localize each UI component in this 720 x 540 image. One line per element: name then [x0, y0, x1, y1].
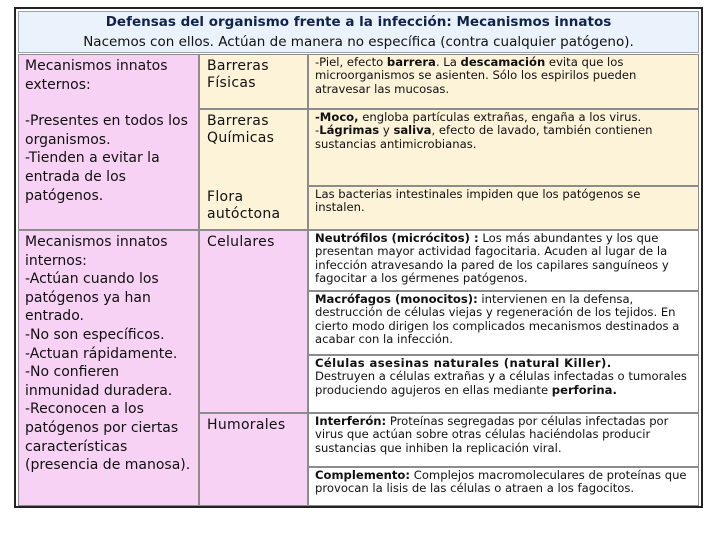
table-subtitle: Nacemos con ellos. Actúan de manera no específica (contra cualquier patógeno). — [83, 34, 634, 50]
category-celulares — [199, 230, 308, 413]
external-note-2: -Tienden a evitar la entrada de los patógenos. — [25, 150, 160, 204]
detail-interferon — [308, 413, 699, 467]
piel-text-1: , efecto — [339, 55, 387, 69]
category-label: Humorales — [207, 417, 286, 433]
detail-neutrofilos — [308, 230, 699, 291]
moco-text: engloba partículas extrañas, engaña a los virus. — [358, 110, 642, 124]
lagrimas-text-2: , efecto de lavado, también contienen sustancias antimicrobianas. — [315, 123, 653, 151]
internal-note-4: -No confieren inmunidad duradera. — [25, 364, 173, 399]
asesinas-term: Células asesinas naturales (natural Killer). — [315, 356, 612, 370]
complemento-term: Complemento: — [315, 468, 411, 482]
internal-note-5: -Reconocen a los patógenos por ciertas características (presencia de manosa). — [25, 401, 191, 474]
internal-title: Mecanismos innatos internos: — [25, 234, 168, 269]
internal-note-2: -No son específicos. — [25, 326, 165, 343]
saliva-term: saliva — [393, 123, 432, 138]
lagrimas-text-1: y — [379, 123, 394, 138]
category-flora-autoctona — [199, 186, 308, 230]
complemento-text: Complejos macromoleculares de proteínas que provocan la lisis de las células o atraen a los fagocitos. — [315, 468, 687, 496]
internal-note-3: -Actuan rápidamente. — [25, 345, 178, 362]
detail-flora — [308, 186, 699, 230]
category-label: Flora autóctona — [207, 189, 281, 222]
neutrofilos-text: Los más abundantes y los que presentan mayor actividad fagocitaria. Acuden al lugar de la infección atravesando la pared de los capilares sanguíneos y fagocitar a los gérmenes patógenos. — [315, 231, 669, 286]
interferon-text: Proteínas segregadas por células infectadas por virus que actúan sobre otras células haciéndolas producir sustancias que inhiben la replicación viral. — [315, 414, 669, 455]
lagrimas-line — [315, 124, 692, 151]
table-header — [18, 11, 699, 53]
moco-line — [315, 111, 692, 124]
category-label: Celulares — [207, 234, 275, 250]
external-title: Mecanismos innatos externos: — [25, 58, 168, 93]
detail-complemento — [308, 467, 699, 506]
detail-asesinas — [308, 355, 699, 413]
barrera-term: barrera — [386, 55, 436, 69]
interferon-term: Interferón: — [315, 414, 387, 428]
macrofagos-text: intervienen en la defensa, destrucción de células viejas y regeneración de los tejidos. En cierto modo dirigen los complicados mecanismos destinados a acabar con la infección. — [315, 292, 680, 347]
defense-table — [14, 7, 703, 508]
piel-text-3: evita que los microorganismos se asienten. Sólo los espirilos pueden atravesar las mucosas. — [315, 55, 637, 96]
external-mechanisms-cell — [18, 54, 199, 230]
category-barreras-fisicas — [199, 54, 308, 109]
macrofagos-term: Macrófagos (monocitos): — [315, 292, 478, 306]
descamacion-term: descamación — [460, 55, 546, 69]
piel-term: -Piel — [315, 55, 340, 69]
category-label: Barreras Químicas — [207, 113, 275, 146]
detail-macrofagos — [308, 291, 699, 355]
external-note-1: -Presentes en todos los organismos. — [25, 113, 188, 148]
lagrimas-dash: - — [315, 123, 320, 138]
perforina-term: perforina. — [551, 382, 617, 397]
detail-quimicas — [308, 109, 699, 186]
flora-text: Las bacterias intestinales impiden que los patógenos se instalen. — [315, 187, 641, 215]
detail-piel — [308, 54, 699, 109]
neutrofilos-term: Neutrófilos (micrócitos) : — [315, 231, 479, 245]
table-title: Defensas del organismo frente a la infección: Mecanismos innatos — [105, 14, 612, 30]
category-humorales — [199, 413, 308, 506]
category-label: Barreras Físicas — [207, 58, 269, 91]
asesinas-text: Destruyen a células extrañas y a células infectadas o tumorales produciendo agujeros en ellas mediante — [315, 369, 687, 397]
lagrimas-term: Lágrimas — [319, 123, 380, 138]
piel-text-2: . La — [435, 55, 461, 69]
internal-mechanisms-cell — [18, 230, 199, 506]
moco-term: -Moco, — [315, 110, 359, 124]
internal-note-1: -Actúan cuando los patógenos ya han entrado. — [25, 271, 159, 325]
